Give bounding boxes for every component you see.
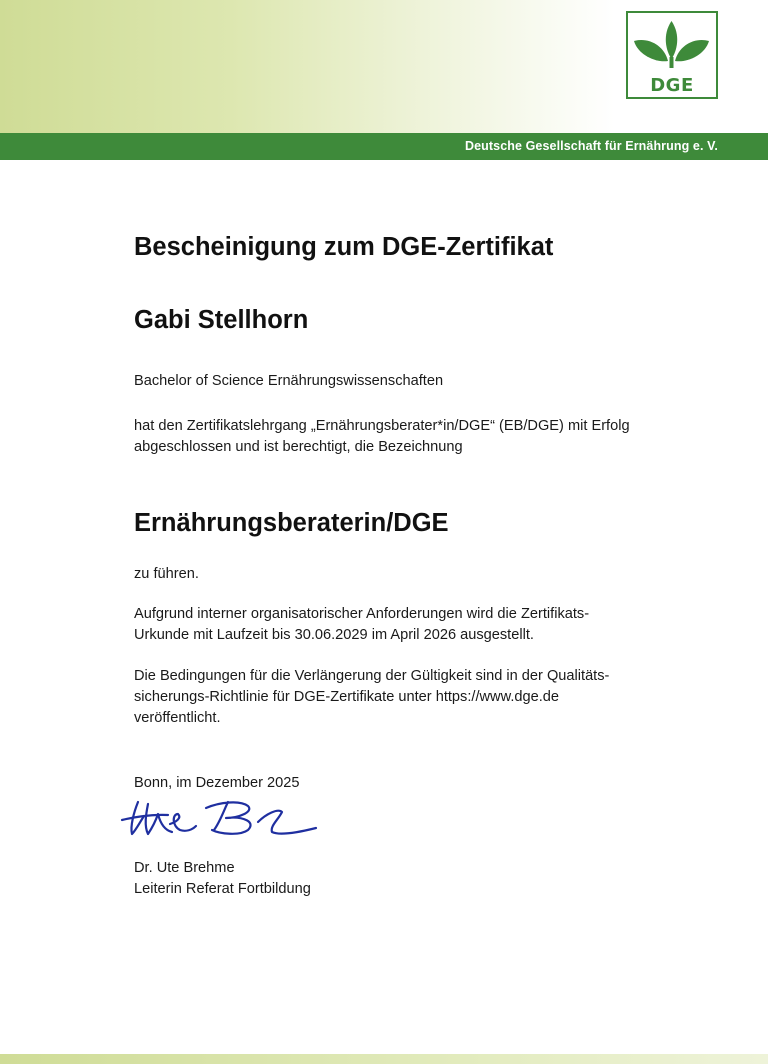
certificate-title: Bescheinigung zum DGE-Zertifikat <box>134 233 554 261</box>
dge-logo <box>626 11 718 99</box>
to-carry-text: zu führen. <box>134 566 199 582</box>
place-date: Bonn, im Dezember 2025 <box>134 775 300 791</box>
designation-title: Ernährungsberaterin/DGE <box>134 509 449 537</box>
logo-wordmark: DGE <box>650 75 694 96</box>
note-2-line-1: Die Bedingungen für die Verlängerung der Gültigkeit sind in der Qualitäts- <box>134 668 610 684</box>
organization-name: Deutsche Gesellschaft für Ernährung e. V. <box>464 139 718 153</box>
note-2-line-2: sicherungs-Richtlinie für DGE-Zertifikate unter https://www.dge.de <box>134 689 560 705</box>
degree-text: Bachelor of Science Ernährungswissenschaften <box>134 373 444 389</box>
footer-band <box>0 1054 768 1064</box>
signer-name: Dr. Ute Brehme <box>134 860 235 876</box>
note-1-line-1: Aufgrund interner organisatorischer Anforderungen wird die Zertifikats- <box>134 606 590 622</box>
handwritten-signature <box>120 796 330 844</box>
statement-line-2: abgeschlossen und ist berechtigt, die Bezeichnung <box>134 439 463 455</box>
leaf-icon <box>628 13 715 73</box>
signer-role: Leiterin Referat Fortbildung <box>134 881 311 897</box>
statement-line-1: hat den Zertifikatslehrgang „Ernährungsberater*in/DGE“ (EB/DGE) mit Erfolg <box>134 418 630 434</box>
note-1-line-2: Urkunde mit Laufzeit bis 30.06.2029 im April 2026 ausgestellt. <box>134 627 534 643</box>
note-2-line-3: veröffentlicht. <box>134 710 221 726</box>
recipient-name: Gabi Stellhorn <box>134 306 309 334</box>
